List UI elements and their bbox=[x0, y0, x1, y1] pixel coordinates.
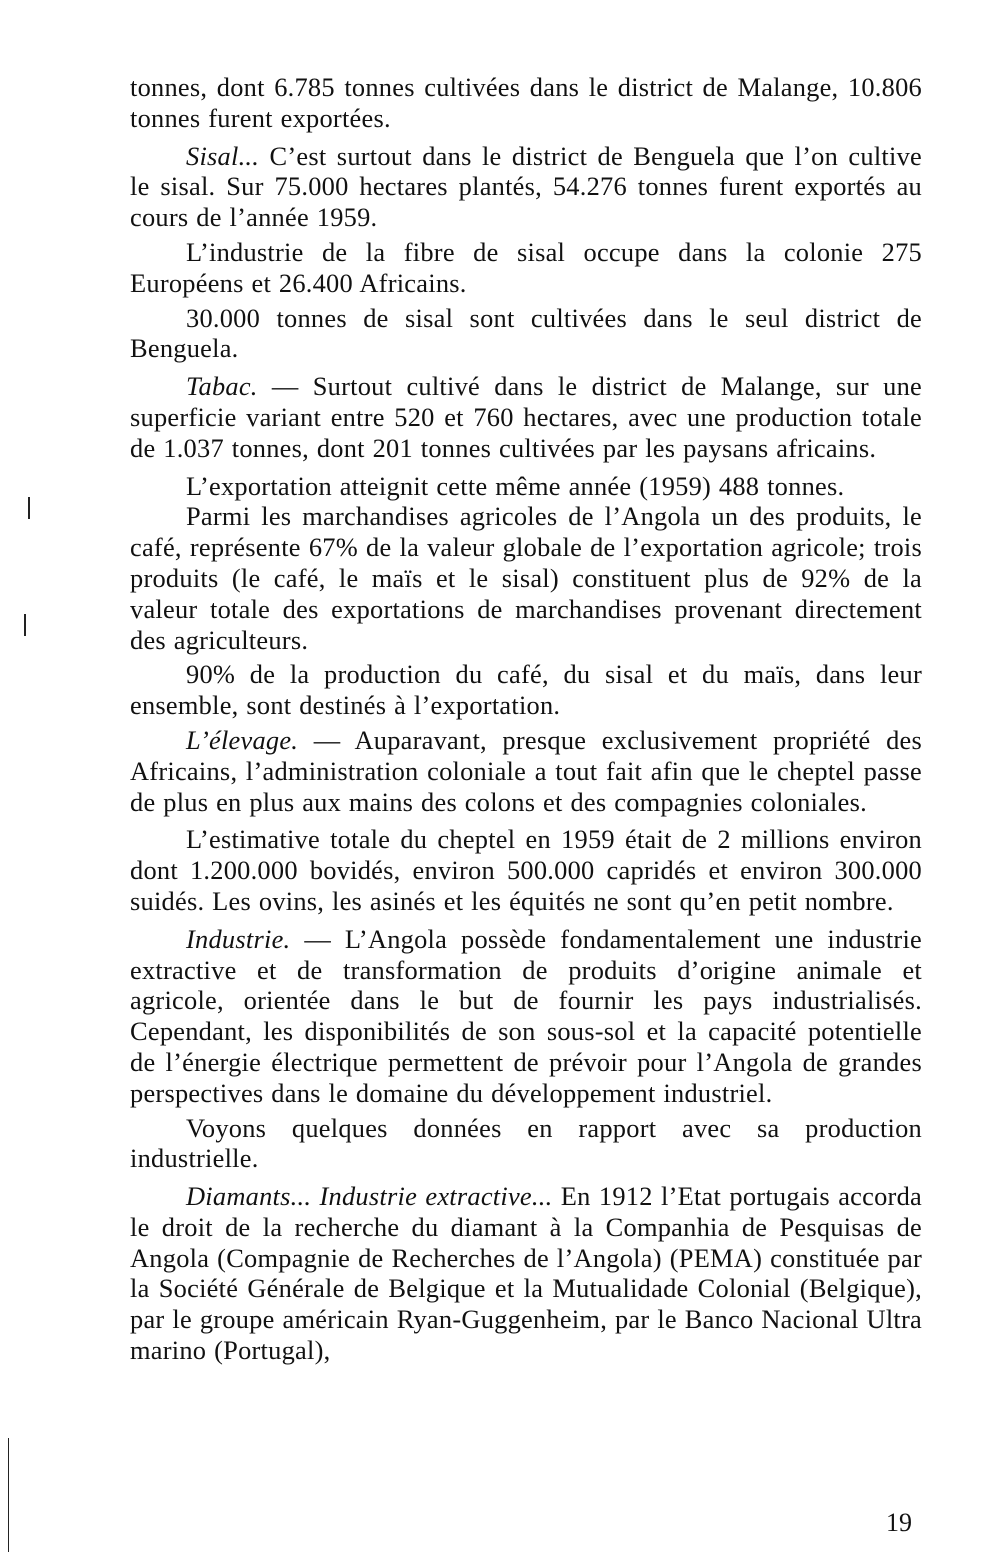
paragraph-12 bbox=[130, 1113, 922, 1175]
paragraph-1 bbox=[130, 72, 922, 134]
paragraph-6-text: L’exportation atteignit cette même année (1959) 488 tonnes. bbox=[186, 470, 845, 501]
paragraph-4 bbox=[130, 303, 922, 365]
scan-margin-mark bbox=[28, 497, 30, 519]
paragraph-13-lead: Diamants... Industrie extractive... bbox=[186, 1181, 553, 1212]
paragraph-3-text: L’industrie de la fibre de sisal occupe dans la colonie 275 Européens et 26.400 Africains. bbox=[130, 236, 922, 298]
paragraph-5-tabac bbox=[130, 371, 922, 463]
paragraph-8 bbox=[130, 659, 922, 721]
paragraph-4-text: 30.000 tonnes de sisal sont cultivées dans le seul district de Benguela. bbox=[130, 302, 922, 364]
paragraph-2-lead: Sisal... bbox=[186, 140, 260, 171]
paragraph-11-industrie bbox=[130, 924, 922, 1109]
paragraph-10-text: L’estimative totale du cheptel en 1959 était de 2 millions environ dont 1.200.000 bovidés, environ 500.000 capridés et environ 300.000 suidés. Les ovins, les asinés et les équités ne sont qu’en petit nombre. bbox=[130, 824, 922, 916]
paragraph-7-text: Parmi les marchandises agricoles de l’Angola un des produits, le café, représente 67% de la valeur globale de l’exportation agricole; trois produits (le café, le maïs et le sisal) constituent plus de 92% de la valeur totale des exportations de marchandises provenant directement des agriculteurs. bbox=[130, 501, 922, 655]
paragraph-3 bbox=[130, 237, 922, 299]
paragraph-5-text: — Surtout cultivé dans le district de Malange, sur une superficie variant entre 520 et 760 hectares, avec une production totale de 1.037 tonnes, dont 201 tonnes cultivées par les paysans africains. bbox=[130, 371, 922, 463]
paragraph-2-sisal bbox=[130, 141, 922, 233]
paragraph-7 bbox=[130, 501, 922, 655]
paragraph-13-diamants bbox=[130, 1181, 922, 1366]
paragraph-1-text: tonnes, dont 6.785 tonnes cultivées dans le district de Malange, 10.806 tonnes furent exportées. bbox=[130, 72, 922, 133]
paragraph-12-text: Voyons quelques données en rapport avec sa production industrielle. bbox=[130, 1112, 922, 1174]
paragraph-2-text: C’est surtout dans le district de Benguela que l’on cultive le sisal. Sur 75.000 hectares plantés, 54.276 tonnes furent exportés au cours de l’année 1959. bbox=[130, 140, 922, 233]
paragraph-9-lead: L’élevage. bbox=[186, 724, 299, 755]
page-number: 19 bbox=[886, 1508, 912, 1537]
paragraph-6 bbox=[130, 471, 922, 502]
page-body bbox=[130, 72, 922, 1366]
paragraph-11-lead: Industrie. bbox=[186, 923, 291, 954]
paragraph-13-text: En 1912 l’Etat portugais accorda le droit de la recherche du diamant à la Companhia de Pesquisas de Angola (Compagnie de Recherches de l’Angola) (PEMA) constituée par la Société Générale de Belgique et la Mutualidade Colonial (Belgique), par le groupe américain Ryan-Guggenheim, par le Banco Nacional Ultra marino (Portugal), bbox=[130, 1181, 922, 1366]
paragraph-5-lead: Tabac. bbox=[186, 371, 258, 402]
paragraph-10 bbox=[130, 824, 922, 916]
paragraph-8-text: 90% de la production du café, du sisal et du maïs, dans leur ensemble, sont destinés à l’exportation. bbox=[130, 659, 922, 721]
scan-margin-mark bbox=[24, 614, 26, 636]
paragraph-11-text: — L’Angola possède fondamentalement une industrie extractive et de transformation de produits d’origine animale et agricole, orientée dans le but de fournir les pays industrialisés. Cependant, les disponibilités de son sous-sol et la capacité potentielle de l’énergie électrique permettent de prévoir pour l’Angola de grandes perspectives dans le domaine du développement industriel. bbox=[130, 923, 922, 1108]
scan-margin-mark bbox=[8, 1438, 9, 1552]
paragraph-9-text: — Auparavant, presque exclusivement propriété des Africains, l’administration coloniale a tout fait afin que le cheptel passe de plus en plus aux mains des colons et des compagnies coloniales. bbox=[130, 724, 922, 817]
paragraph-9-elevage bbox=[130, 725, 922, 817]
